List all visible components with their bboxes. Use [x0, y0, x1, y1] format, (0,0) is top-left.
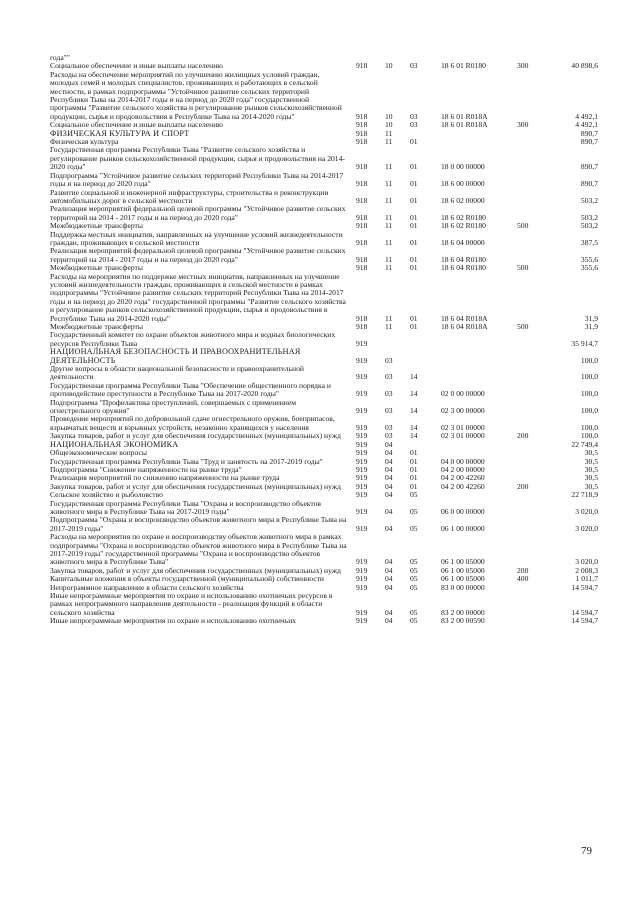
row-target-article-code: 18 6 01 R018A: [441, 111, 488, 121]
row-grbs-code: 918: [356, 195, 368, 205]
row-target-article-code: 18 6 02 R0180: [441, 212, 486, 222]
row-amount: 355,6: [580, 263, 598, 273]
row-section-code: 04: [385, 523, 393, 533]
row-name: Государственная программа Республики Тыва "Обеспечение общественного порядка и противодействие преступности в Республике Тыва на 2017-2020 годы": [50, 380, 331, 399]
row-target-article-code: 18 6 04 00000: [441, 237, 485, 247]
row-amount: 3 020,0: [575, 506, 598, 516]
row-name: ФИЗИЧЕСКАЯ КУЛЬТУРА И СПОРТ: [50, 128, 190, 138]
row-amount: 100,0: [580, 372, 598, 382]
row-section-code: 03: [385, 406, 393, 416]
row-amount: 30,5: [584, 473, 598, 483]
row-name: Государственный комитет по охране объектов животного мира и водных биологических ресурсов Республики Тыва: [50, 330, 336, 348]
row-target-article-code: 18 6 00 00000: [441, 179, 485, 189]
row-section-code: 11: [385, 322, 393, 331]
row-amount: 30,5: [584, 464, 598, 474]
row-name: Межбюджетные трансферты: [50, 221, 143, 231]
row-name: Подпрограмма "Профилактика преступлений, совершаемых с применением огнестрельного оружия": [50, 397, 297, 416]
row-grbs-code: 919: [356, 473, 368, 483]
row-amount: 100,0: [580, 406, 598, 416]
row-target-article-code: 06 1 00 05000: [441, 557, 485, 567]
table-row: [48, 130, 598, 138]
row-name: Закупка товаров, работ и услуг для обеспечения государственных (муниципальных) нужд: [50, 431, 341, 441]
row-section-code: 11: [385, 137, 393, 147]
table-row: [48, 247, 598, 264]
row-subsection-code: 01: [410, 464, 418, 474]
row-grbs-code: 918: [356, 254, 368, 264]
row-name: Реализация мероприятий федеральной целевой программы "Устойчивое развитие сельских территорий на 2014 - 2017 годы и на период до 2020 года": [50, 204, 346, 222]
row-grbs-code: 918: [356, 111, 368, 121]
row-amount: 3 020,0: [575, 557, 598, 567]
row-target-article-code: 04 2 00 00000: [441, 464, 485, 474]
row-name: Государственная программа Республики Тыва "Развитие сельского хозяйства и регулирование рынков сельскохозяйственной продукции, сырья и продовольствия на 2014-2020 годы": [50, 145, 345, 172]
row-amount: 31,9: [584, 313, 598, 323]
row-target-article-code: 02 3 01 00000: [441, 431, 485, 441]
row-grbs-code: 919: [356, 406, 368, 416]
row-subsection-code: 01: [410, 481, 418, 491]
row-name: Подпрограмма "Снижение напряженности на рынке труда": [50, 464, 242, 474]
row-target-article-code: 18 6 04 R018A: [441, 322, 488, 331]
row-section-code: 03: [385, 355, 393, 365]
row-grbs-code: 918: [356, 120, 368, 130]
row-target-article-code: 02 3 00 00000: [441, 406, 485, 416]
table-row: [48, 365, 598, 382]
row-amount: 22 749,4: [571, 439, 598, 449]
row-section-code: 10: [385, 111, 393, 121]
row-section-code: 03: [385, 389, 393, 399]
table-row: [48, 331, 598, 348]
row-subsection-code: 05: [410, 574, 418, 584]
row-amount: 387,5: [580, 237, 598, 247]
row-expense-type-code: 400: [517, 574, 529, 584]
row-target-article-code: 02 0 00 00000: [441, 389, 485, 399]
table-row: [48, 415, 598, 432]
row-grbs-code: 919: [356, 439, 368, 449]
row-expense-type-code: 300: [517, 120, 529, 130]
row-section-code: 11: [385, 195, 393, 205]
row-grbs-code: 919: [356, 389, 368, 399]
row-target-article-code: 06 1 00 05000: [441, 574, 485, 584]
row-subsection-code: 05: [410, 523, 418, 533]
row-name: Социальное обеспечение и иные выплаты населению: [50, 61, 223, 71]
row-name: Сельское хозяйство и рыболовство: [50, 490, 163, 500]
row-subsection-code: 01: [410, 313, 418, 323]
row-amount: 100,0: [580, 431, 598, 441]
row-name: Иные непрограммные мероприятия по охране и использованию охотничьих ресурсов в рамках непрограммного направления деятельности - реализация функций в области сельского хозяйства: [50, 591, 333, 617]
row-grbs-code: 918: [356, 263, 368, 273]
row-amount: 1 011,7: [575, 574, 598, 584]
row-section-code: 04: [385, 448, 393, 458]
row-name: Физическая культура: [50, 137, 119, 147]
row-amount: 14 594,7: [571, 607, 598, 617]
row-expense-type-code: 500: [517, 263, 529, 273]
row-subsection-code: 14: [410, 406, 418, 416]
row-grbs-code: 918: [356, 313, 368, 323]
row-target-article-code: 04 0 00 00000: [441, 456, 485, 466]
row-target-article-code: 06 1 00 00000: [441, 523, 485, 533]
table-row: [48, 205, 598, 222]
row-grbs-code: 918: [356, 61, 368, 71]
row-section-code: 04: [385, 616, 393, 626]
row-name: Расходы на обеспечение мероприятий по улучшению жилищных условий граждан, молодых семей и молодых специалистов, проживающих и работающих в сельской местности, в рамках подпрограммы "Устойчивое развитие сельских территорий Республики Тыва на 2014-2017 годы и на период до 2020 года" государственной программы "Развитие сельского хозяйства и регулирование рынков сельскохозяйственной продукции, сырья и продовольствия в Республике Тыва на 2014-2020 годы": [50, 69, 342, 121]
row-amount: 890,7: [580, 137, 598, 147]
row-subsection-code: 01: [410, 195, 418, 205]
row-grbs-code: 919: [356, 422, 368, 432]
row-amount: 4 492,1: [575, 111, 598, 121]
table-row: [48, 382, 598, 399]
row-section-code: 11: [385, 162, 393, 172]
row-amount: 14 594,7: [571, 616, 598, 626]
row-target-article-code: 18 6 04 R0180: [441, 263, 486, 273]
row-subsection-code: 01: [410, 263, 418, 273]
row-section-code: 04: [385, 456, 393, 466]
row-expense-type-code: 200: [517, 565, 529, 575]
row-grbs-code: 919: [356, 616, 368, 626]
row-subsection-code: 01: [410, 322, 418, 331]
row-grbs-code: 919: [356, 582, 368, 592]
row-name: Развитие социальной и инженерной инфраструктуры, строительства и реконструкции автомобильных дорог в сельской местности: [50, 187, 329, 205]
row-section-code: 04: [385, 481, 393, 491]
row-target-article-code: 18 6 02 00000: [441, 195, 485, 205]
row-section-code: 04: [385, 557, 393, 567]
row-subsection-code: 14: [410, 372, 418, 382]
row-grbs-code: 918: [356, 137, 368, 147]
row-section-code: 04: [385, 464, 393, 474]
row-name: Закупка товаров, работ и услуг для обеспечения государственных (муниципальных) нужд: [50, 481, 341, 491]
row-expense-type-code: 200: [517, 481, 529, 491]
row-subsection-code: 01: [410, 456, 418, 466]
row-subsection-code: 05: [410, 616, 418, 626]
row-grbs-code: 918: [356, 221, 368, 231]
row-target-article-code: 18 6 02 R0180: [441, 221, 486, 231]
row-amount: 22 718,9: [571, 490, 598, 500]
row-section-code: 04: [385, 565, 393, 575]
row-section-code: 11: [385, 221, 393, 231]
row-grbs-code: 919: [356, 490, 368, 500]
row-section-code: 03: [385, 431, 393, 441]
row-section-code: 03: [385, 422, 393, 432]
row-amount: 503,2: [580, 195, 598, 205]
row-subsection-code: 05: [410, 490, 418, 500]
row-subsection-code: 03: [410, 120, 418, 130]
row-subsection-code: 01: [410, 254, 418, 264]
row-subsection-code: 14: [410, 422, 418, 432]
row-amount: 890,7: [580, 128, 598, 138]
row-amount: 30,5: [584, 481, 598, 491]
row-grbs-code: 919: [356, 506, 368, 516]
table-row: [48, 273, 598, 323]
table-row: [48, 231, 598, 248]
row-amount: 503,2: [580, 221, 598, 231]
row-amount: 100,0: [580, 422, 598, 432]
row-amount: 890,7: [580, 179, 598, 189]
table-row: [48, 617, 598, 625]
budget-table: [48, 54, 598, 626]
row-target-article-code: 06 1 00 05000: [441, 565, 485, 575]
row-section-code: 04: [385, 607, 393, 617]
row-name: Капитальные вложения в объекты государственной (муниципальной) собственности: [50, 574, 324, 584]
row-subsection-code: 14: [410, 431, 418, 441]
row-grbs-code: 919: [356, 372, 368, 382]
row-section-code: 04: [385, 506, 393, 516]
row-name: НАЦИОНАЛЬНАЯ БЕЗОПАСНОСТЬ И ПРАВООХРАНИТЕЛЬНАЯ ДЕЯТЕЛЬНОСТЬ: [50, 347, 301, 365]
row-expense-type-code: 500: [517, 221, 529, 231]
row-expense-type-code: 300: [517, 61, 529, 71]
row-name: Подпрограмма "Охрана и воспроизводство объектов животного мира в Республике Тыва на 2017-2019 годы": [50, 515, 347, 533]
row-target-article-code: 18 6 04 R0180: [441, 254, 486, 264]
table-row: [48, 500, 598, 517]
row-name: Другие вопросы в области национальной безопасности и правоохранительной деятельности: [50, 364, 304, 382]
row-amount: 503,2: [580, 212, 598, 222]
row-target-article-code: 18 6 01 R018A: [441, 120, 488, 130]
row-name: Реализация мероприятий по снижению напряженности на рынке труда: [50, 473, 280, 483]
row-name: Государственная программа Республики Тыва "Охрана и воспроизводство объектов животного мира в Республике Тыва на 2017-2019 годы": [50, 498, 321, 516]
table-row: [48, 592, 598, 617]
row-grbs-code: 919: [356, 456, 368, 466]
row-subsection-code: 14: [410, 389, 418, 399]
row-expense-type-code: 500: [517, 322, 529, 331]
row-grbs-code: 918: [356, 162, 368, 172]
row-subsection-code: 01: [410, 162, 418, 172]
row-name: Подпрограмма "Устойчивое развитие сельских территорий Республики Тыва на 2014-2017 годы и на период до 2020 года": [50, 170, 344, 189]
row-name: НАЦИОНАЛЬНАЯ ЭКОНОМИКА: [50, 439, 179, 449]
row-section-code: 03: [385, 372, 393, 382]
row-name: Иные непрограммные мероприятия по охране и использованию охотничьих: [50, 616, 297, 626]
row-grbs-code: 919: [356, 481, 368, 491]
row-name: Межбюджетные трансферты: [50, 322, 143, 331]
table-row: [48, 533, 598, 567]
row-subsection-code: 03: [410, 111, 418, 121]
row-name: Социальное обеспечение и иные выплаты населению: [50, 120, 223, 130]
row-name: Общеэкономические вопросы: [50, 448, 147, 458]
table-row: [48, 146, 598, 171]
row-section-code: 11: [385, 128, 393, 138]
row-grbs-code: 919: [356, 431, 368, 441]
row-subsection-code: 05: [410, 607, 418, 617]
row-name: Государственная программа Республики Тыва "Труд и занятость на 2017-2019 годы": [50, 456, 323, 466]
row-section-code: 04: [385, 473, 393, 483]
row-target-article-code: 18 6 01 R0180: [441, 61, 486, 71]
row-section-code: 11: [385, 212, 393, 222]
row-target-article-code: 83 2 00 00590: [441, 616, 485, 626]
row-section-code: 11: [385, 237, 393, 247]
row-section-code: 04: [385, 490, 393, 500]
row-subsection-code: 05: [410, 506, 418, 516]
row-target-article-code: 83 0 00 00000: [441, 582, 485, 592]
row-grbs-code: 919: [356, 557, 368, 567]
row-name: Непрограммное направление в области сельского хозяйства: [50, 582, 244, 592]
row-name: Расходы на мероприятия по поддержке местных инициатив, направленных на улучшение условий жизнедеятельности граждан, проживающих в сельской местности в рамках подпрограммы "Устойчивое развитие сельских территорий Республики Тыва на 2014-2017 годы и на период до 2020 года" государственной программы "Развитие сельского хозяйства и регулирование рынков сельскохозяйственной продукции, сырья и продовольствия в Республике Тыва на 2014-2020 годы": [50, 271, 346, 323]
row-section-code: 04: [385, 439, 393, 449]
row-subsection-code: 01: [410, 137, 418, 147]
row-target-article-code: 04 2 00 42260: [441, 473, 485, 483]
row-target-article-code: 83 2 00 00000: [441, 607, 485, 617]
row-subsection-code: 03: [410, 61, 418, 71]
row-name: Реализация мероприятий федеральной целевой программы "Устойчивое развитие сельских территорий на 2014 - 2017 годы и на период до 2020 года": [50, 246, 346, 264]
row-subsection-code: 01: [410, 448, 418, 458]
row-subsection-code: 05: [410, 557, 418, 567]
row-name: Поддержка местных инициатив, направленных на улучшение условий жизнедеятельности граждан, проживающих в сельской местности: [50, 229, 343, 247]
row-name: Закупка товаров, работ и услуг для обеспечения государственных (муниципальных) нужд: [50, 565, 341, 575]
row-grbs-code: 919: [356, 448, 368, 458]
row-amount: 14 594,7: [571, 582, 598, 592]
row-section-code: 04: [385, 582, 393, 592]
row-amount: 30,5: [584, 448, 598, 458]
row-amount: 355,6: [580, 254, 598, 264]
table-row: [48, 399, 598, 416]
row-grbs-code: 918: [356, 237, 368, 247]
row-expense-type-code: 200: [517, 431, 529, 441]
row-amount: 31,9: [584, 322, 598, 331]
row-grbs-code: 919: [356, 607, 368, 617]
row-amount: 100,0: [580, 355, 598, 365]
row-target-article-code: 02 3 01 00000: [441, 422, 485, 432]
row-grbs-code: 919: [356, 574, 368, 584]
row-grbs-code: 919: [356, 565, 368, 575]
row-grbs-code: 919: [356, 523, 368, 533]
row-section-code: 11: [385, 313, 393, 323]
table-row: [48, 172, 598, 189]
row-subsection-code: 01: [410, 212, 418, 222]
row-name: года"": [50, 53, 70, 62]
row-name: Межбюджетные трансферты: [50, 263, 143, 273]
row-grbs-code: 918: [356, 212, 368, 222]
row-amount: 2 008,3: [575, 565, 598, 575]
row-section-code: 04: [385, 574, 393, 584]
row-subsection-code: 01: [410, 179, 418, 189]
table-row: [48, 348, 598, 365]
table-row: [48, 71, 598, 121]
row-target-article-code: 06 0 00 00000: [441, 506, 485, 516]
row-section-code: 11: [385, 254, 393, 264]
row-subsection-code: 01: [410, 473, 418, 483]
row-grbs-code: 918: [356, 322, 368, 331]
page-number: 79: [581, 845, 592, 857]
row-section-code: 11: [385, 263, 393, 273]
row-amount: 35 914,7: [571, 338, 598, 348]
row-section-code: 10: [385, 61, 393, 71]
row-target-article-code: 18 6 04 R018A: [441, 313, 488, 323]
row-section-code: 10: [385, 120, 393, 130]
row-target-article-code: 04 2 00 42260: [441, 481, 485, 491]
row-name: Проведение мероприятий по добровольной сдаче огнестрельного оружия, боеприпасов, взрывчатых веществ и взрывных устройств, незаконно хранящихся у населения: [50, 414, 335, 432]
row-amount: 40 898,6: [571, 61, 598, 71]
row-amount: 100,0: [580, 389, 598, 399]
row-grbs-code: 918: [356, 179, 368, 189]
row-amount: 890,7: [580, 162, 598, 172]
row-target-article-code: 18 0 00 00000: [441, 162, 485, 172]
table-row: [48, 189, 598, 206]
row-subsection-code: 05: [410, 565, 418, 575]
row-subsection-code: 01: [410, 221, 418, 231]
row-amount: 4 492,1: [575, 120, 598, 130]
row-subsection-code: 05: [410, 582, 418, 592]
table-row: [48, 516, 598, 533]
row-grbs-code: 919: [356, 338, 368, 348]
row-amount: 3 020,0: [575, 523, 598, 533]
row-grbs-code: 919: [356, 355, 368, 365]
row-section-code: 11: [385, 179, 393, 189]
row-grbs-code: 919: [356, 464, 368, 474]
row-grbs-code: 918: [356, 128, 368, 138]
row-name: Расходы на мероприятия по охране и воспроизводству объектов животного мира в рамках подпрограммы "Охрана и воспроизводство объектов животного мира в Республике Тыва на 2017-2019 годы" государственной программы "Охрана и воспроизводство объектов животного мира в Республике Тыва": [50, 532, 347, 567]
row-subsection-code: 01: [410, 237, 418, 247]
row-amount: 30,5: [584, 456, 598, 466]
